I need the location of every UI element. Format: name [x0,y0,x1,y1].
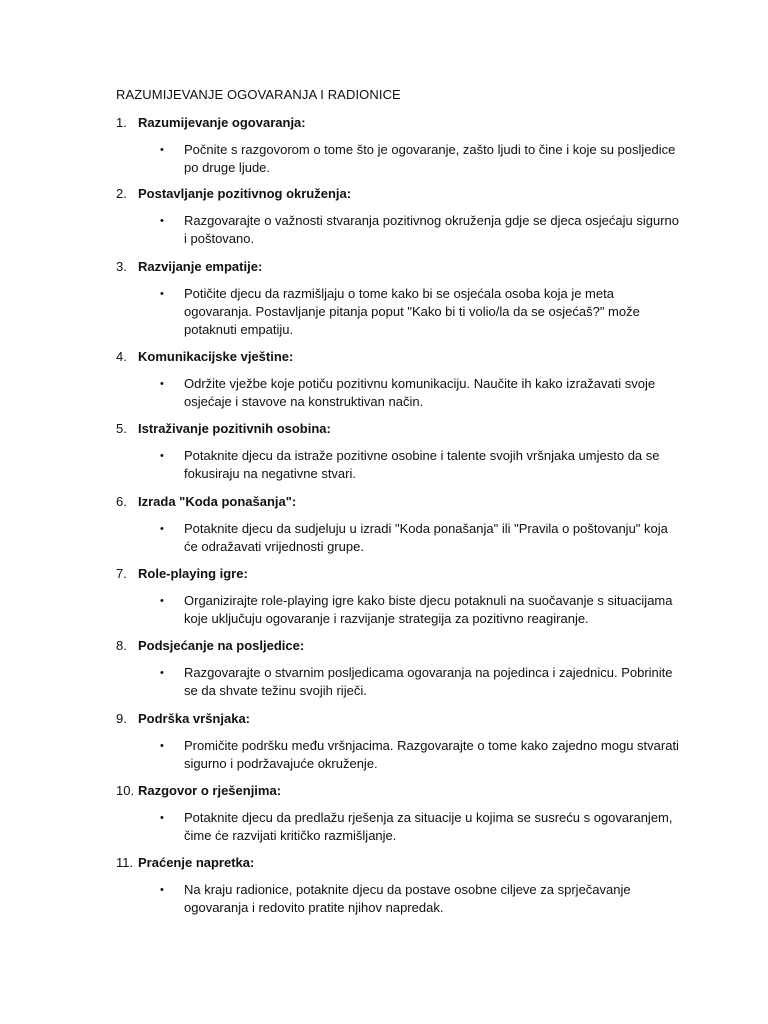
bullet-item [0,520,768,556]
list-item [0,185,768,248]
bullet-icon: • [160,884,164,896]
section-number: 11. [116,855,134,870]
section-title: Istraživanje pozitivnih osobina: [138,421,331,436]
bullet-item [0,141,768,177]
section-number: 9. [116,711,127,726]
list-item [0,420,768,483]
list-item [0,710,768,773]
bullet-item [0,375,768,411]
bullet-item [0,592,768,628]
section-heading [0,637,768,655]
bullet-text: Razgovarajte o stvarnim posljedicama ogovaranja na pojedinca i zajednicu. Pobrinite se da shvate težinu svojih riječi. [184,665,673,698]
bullet-icon: • [160,288,164,300]
bullet-icon: • [160,740,164,752]
bullet-item [0,664,768,700]
section-title: Razgovor o rješenjima: [138,783,282,798]
bullet-icon: • [160,523,164,535]
bullet-text: Razgovarajte o važnosti stvaranja pozitivnog okruženja gdje se djeca osjećaju sigurno i poštovano. [184,213,680,246]
document-title: RAZUMIJEVANJE OGOVARANJA I RADIONICE [116,87,401,102]
bullet-icon: • [160,667,164,679]
section-number: 7. [116,566,127,581]
bullet-text: Na kraju radionice, potaknite djecu da postave osobne ciljeve za sprječavanje ogovaranja i redovito pratite njihov napredak. [184,882,631,915]
section-title: Komunikacijske vještine: [138,349,294,364]
bullet-text: Potaknite djecu da istraže pozitivne osobine i talente svojih vršnjaka umjesto da se fokusiraju na negativne stvari. [184,448,660,481]
bullet-item [0,212,768,248]
list-item [0,854,768,917]
section-title: Razumijevanje ogovaranja: [138,115,306,130]
section-heading [0,420,768,438]
section-title: Postavljanje pozitivnog okruženja: [138,186,352,201]
bullet-text: Potaknite djecu da predlažu rješenja za situacije u kojima se susreću s ogovaranjem, čime će razvijati kritičko razmišljanje. [184,810,673,843]
section-number: 10. [116,783,135,798]
bullet-icon: • [160,595,164,607]
section-title: Izrada "Koda ponašanja": [138,494,297,509]
bullet-icon: • [160,378,164,390]
list-item [0,637,768,700]
list-item [0,114,768,177]
list-item [0,258,768,339]
section-number: 3. [116,259,127,274]
list-item [0,782,768,845]
section-heading [0,348,768,366]
section-title: Razvijanje empatije: [138,259,263,274]
list-item [0,565,768,628]
section-heading [0,493,768,511]
bullet-text: Održite vježbe koje potiču pozitivnu komunikaciju. Naučite ih kako izražavati svoje osjećaje i stavove na konstruktivan način. [184,376,656,409]
bullet-item [0,881,768,917]
section-number: 4. [116,349,127,364]
section-heading [0,710,768,728]
bullet-item [0,737,768,773]
section-heading [0,185,768,203]
section-heading [0,854,768,872]
bullet-text: Promičite podršku među vršnjacima. Razgovarajte o tome kako zajedno mogu stvarati sigurno i podržavajuće okruženje. [184,738,679,771]
list-item [0,348,768,411]
section-title: Podrška vršnjaka: [138,711,251,726]
section-number: 2. [116,186,127,201]
bullet-text: Počnite s razgovorom o tome što je ogovaranje, zašto ljudi to čine i koje su posljedice po druge ljude. [184,142,676,175]
bullet-text: Potičite djecu da razmišljaju o tome kako bi se osjećala osoba koja je meta ogovaranja. Postavljanje pitanja poput "Kako bi ti volio/la da se osjećaš?" može potaknuti empatiju. [184,286,640,337]
section-number: 8. [116,638,127,653]
section-title: Praćenje napretka: [138,855,255,870]
section-number: 1. [116,115,127,130]
section-title: Podsjećanje na posljedice: [138,638,305,653]
section-number: 5. [116,421,127,436]
bullet-text: Organizirajte role-playing igre kako biste djecu potaknuli na suočavanje s situacijama koje uključuju ogovaranje i razvijanje strategija za pozitivno reagiranje. [184,593,673,626]
bullet-icon: • [160,215,164,227]
section-heading [0,114,768,132]
section-heading [0,782,768,800]
bullet-item [0,809,768,845]
bullet-icon: • [160,812,164,824]
bullet-item [0,285,768,339]
bullet-text: Potaknite djecu da sudjeluju u izradi "Koda ponašanja" ili "Pravila o poštovanju" koja će odražavati vrijednosti grupe. [184,521,668,554]
list-item [0,493,768,556]
section-title: Role-playing igre: [138,566,248,581]
bullet-icon: • [160,450,164,462]
section-heading [0,258,768,276]
section-heading [0,565,768,583]
bullet-item [0,447,768,483]
section-number: 6. [116,494,127,509]
bullet-icon: • [160,144,164,156]
